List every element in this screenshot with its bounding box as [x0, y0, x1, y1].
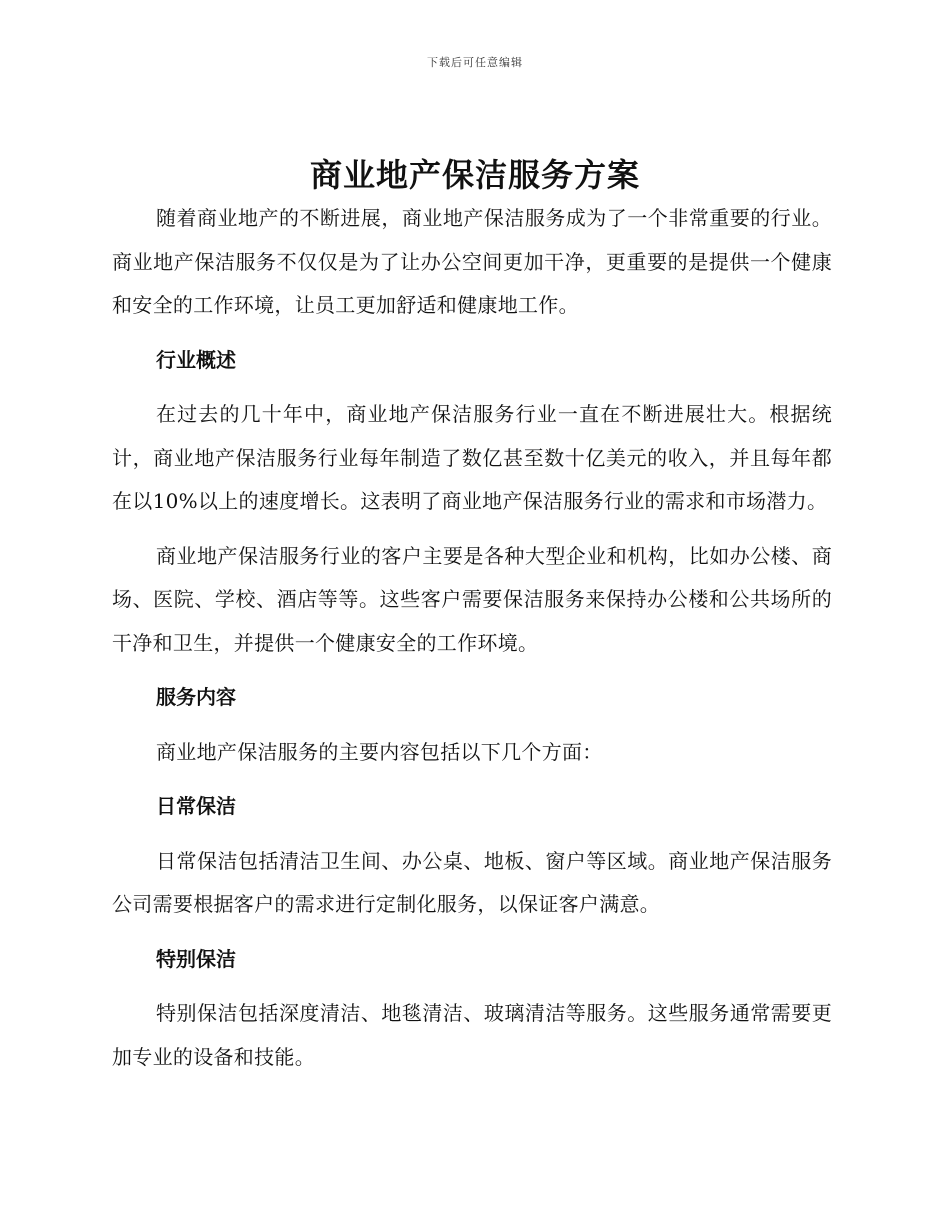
section-heading-special-cleaning: 特别保洁 [156, 946, 236, 971]
service-content-paragraph: 商业地产保洁服务的主要内容包括以下几个方面： [156, 739, 603, 764]
page-header-note: 下载后可任意编辑 [427, 56, 523, 69]
spacer [112, 382, 832, 393]
section-heading-service-content: 服务内容 [156, 685, 236, 709]
document-title: 商业地产保洁服务方案 [309, 156, 640, 194]
spacer [112, 774, 832, 785]
spacer [112, 829, 832, 840]
document-body [112, 197, 832, 1079]
daily-cleaning-paragraph: 日常保洁包括清洁卫生间、办公桌、地板、窗户等区域。商业地产保洁服务公司需要根据客户的需求进行定制化服务，以保证客户满意。 [112, 848, 832, 916]
industry-overview-paragraph-2: 商业地产保洁服务行业的客户主要是各种大型企业和机构，比如办公楼、商场、医院、学校、酒店等等。这些客户需要保洁服务来保持办公楼和公共场所的干净和卫生，并提供一个健康安全的工作环境。 [112, 543, 832, 655]
spacer [112, 720, 832, 731]
industry-overview-paragraph-1: 在过去的几十年中，商业地产保洁服务行业一直在不断进展壮大。根据统计，商业地产保洁服务行业每年制造了数亿甚至数十亿美元的收入，并且每年都在以10%以上的速度增长。这表明了商业地产保洁服务行业的需求和市场潜力。 [112, 402, 832, 513]
intro-paragraph: 随着商业地产的不断进展，商业地产保洁服务成为了一个非常重要的行业。商业地产保洁服务不仅仅是为了让办公空间更加干净，更重要的是提供一个健康和安全的工作环境，让员工更加舒适和健康地工作。 [112, 206, 832, 317]
spacer [112, 665, 832, 676]
spacer [112, 524, 832, 535]
spacer [112, 927, 832, 938]
section-heading-industry-overview: 行业概述 [156, 347, 236, 372]
spacer [112, 981, 832, 992]
spacer [112, 328, 832, 339]
special-cleaning-paragraph: 特别保洁包括深度清洁、地毯清洁、玻璃清洁等服务。这些服务通常需要更加专业的设备和技能。 [112, 1001, 832, 1069]
section-heading-daily-cleaning: 日常保洁 [156, 794, 236, 818]
